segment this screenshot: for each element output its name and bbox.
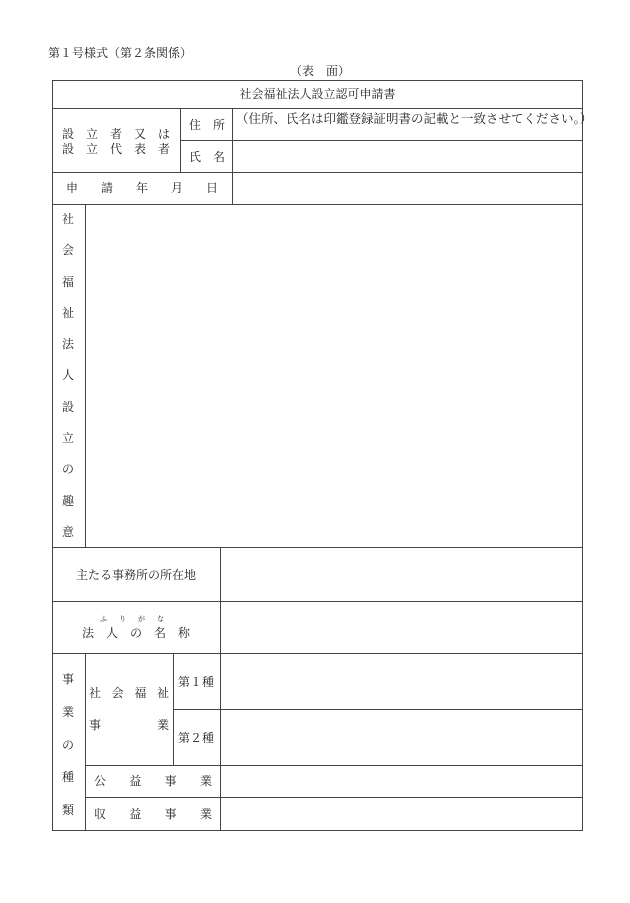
founder-label-line1: 設 立 者 又 は [62, 127, 170, 141]
type2-field[interactable] [221, 710, 581, 765]
type2-label: 第２種 [178, 731, 215, 745]
profit-business-field[interactable] [221, 798, 581, 830]
purpose-field[interactable] [86, 205, 581, 546]
corp-name-field[interactable] [221, 602, 581, 653]
form-number: 第１号様式（第２条関係） [48, 46, 193, 60]
public-interest-label: 公 益 事 業 [94, 774, 212, 788]
purpose-label: 社 会 福 祉 法 人 設 立 の 趣 意 [61, 212, 74, 539]
name-label: 氏 名 [189, 150, 225, 164]
application-date-label: 申 請 年 月 日 [66, 181, 218, 195]
business-type-label: 事 業 の 種 類 [61, 672, 74, 817]
name-field[interactable] [233, 141, 581, 172]
corp-name-label: 法 人 の 名 称 [82, 626, 190, 640]
type1-field[interactable] [221, 654, 581, 709]
address-field[interactable] [233, 126, 581, 140]
office-field[interactable] [221, 548, 581, 600]
address-label: 住 所 [189, 118, 225, 132]
office-label: 主たる事務所の所在地 [75, 568, 196, 582]
profit-business-label: 収 益 事 業 [94, 807, 212, 821]
social-welfare-label-line1: 社 会 福 祉 [89, 686, 169, 700]
public-interest-field[interactable] [221, 766, 581, 797]
founder-label-line2: 設 立 代 表 者 [62, 142, 170, 156]
address-note: （住所、氏名は印鑑登録証明書の記載と一致させてください。） [236, 111, 593, 126]
type1-label: 第１種 [178, 675, 215, 689]
furigana-label: ふ り が な [100, 615, 164, 623]
form-title: 社会福祉法人設立認可申請書 [239, 87, 396, 101]
side-label: （表 面） [290, 64, 351, 78]
application-date-field[interactable] [233, 173, 581, 204]
social-welfare-label-line2: 事 業 [89, 718, 169, 732]
